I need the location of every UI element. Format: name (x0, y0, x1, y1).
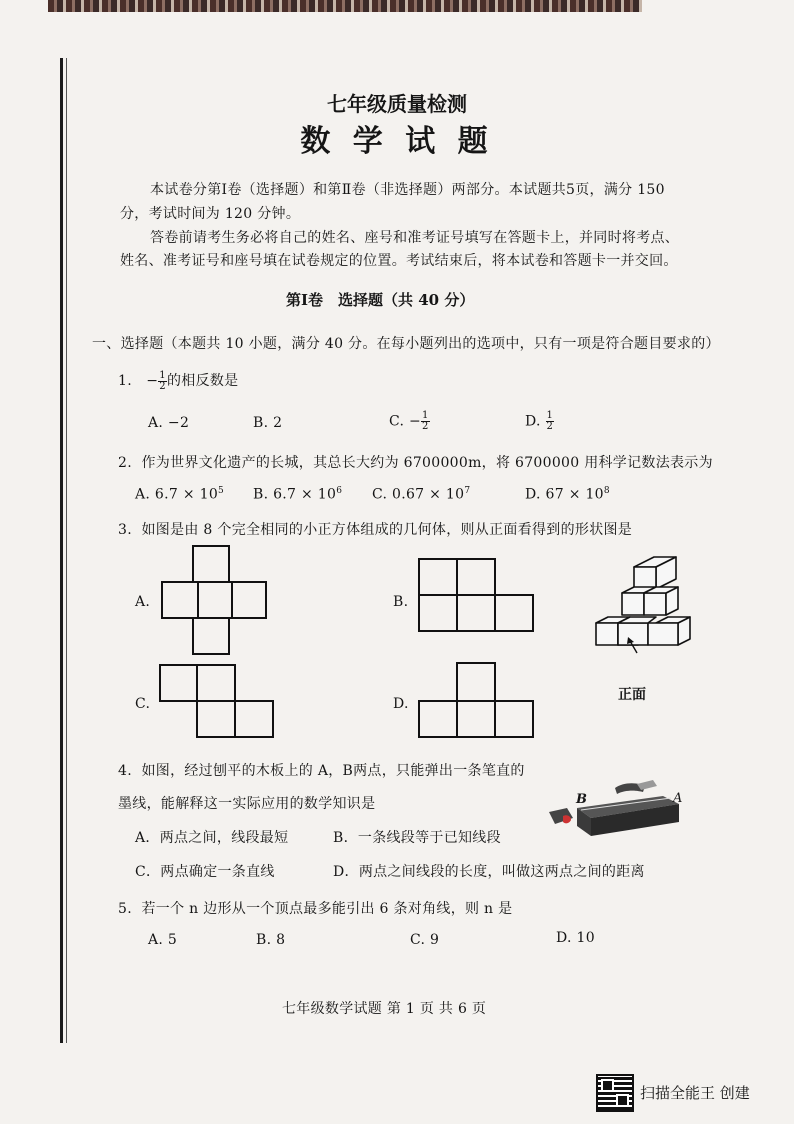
q3-option-c-label: C. (135, 696, 151, 712)
q2-option-c: C. $0.67 \times 10^7$ (372, 486, 471, 503)
q4-option-b: B．一条线段等于已知线段 (333, 830, 501, 846)
question-1-stem-prefix: − (146, 373, 159, 389)
question-1-stem-suffix: 的相反数是 (166, 373, 239, 389)
qr-code-icon (596, 1074, 634, 1112)
instructions-line-1: 本试卷分第Ⅰ卷（选择题）和第Ⅱ卷（非选择题）两部分。本试题共5页，满分 150 (150, 182, 665, 198)
page-footer: 七年级数学试题 第 1 页 共 6 页 (282, 1001, 487, 1017)
part1-title: 第Ⅰ卷 选择题（共 40 分） (286, 291, 475, 309)
question-5-number: 5. (118, 901, 132, 917)
q1-option-a: A. −2 (148, 415, 190, 431)
subject-title: 数 学 试 题 (300, 124, 494, 159)
q3-option-c-figure (158, 663, 278, 739)
q2-option-d: D. $67 \times 10^8$ (525, 486, 610, 503)
q1-option-b: B. 2 (253, 415, 283, 431)
question-4-stem-line-1: 如图，经过刨平的木板上的 A，B两点，只能弹出一条笔直的 (141, 763, 525, 779)
q3-solid-figure (590, 555, 710, 675)
question-4-number: 4. (118, 763, 132, 779)
q4-plank-figure (545, 778, 685, 840)
instructions-line-2: 分，考试时间为 120 分钟。 (120, 206, 301, 222)
instructions-line-3: 答卷前请考生务必将自己的姓名、座号和准考证号填写在答题卡上，并同时将考点、 (150, 230, 680, 246)
question-2-stem: 作为世界文化遗产的长城，其总长大约为 6700000m，将 6700000 用科学记数法表示为 (141, 455, 713, 471)
q1-option-d: D. $\frac{1}{2}$ (525, 410, 554, 432)
question-1-fraction: $\frac{1}{2}$ (159, 369, 166, 392)
question-5 (118, 898, 512, 918)
q2-option-a: A. $6.7 \times 10^5$ (135, 486, 225, 503)
q5-option-d: D. 10 (556, 930, 595, 946)
q5-option-a: A. 5 (148, 932, 178, 948)
section1-title: 一、选择题（本题共 10 小题，满分 40 分。在每小题列出的选项中，只有一项是符合题目要求的） (92, 336, 720, 352)
q2-option-b: B. $6.7 \times 10^6$ (253, 486, 343, 503)
q3-option-d-label: D. (393, 696, 409, 712)
question-3 (118, 519, 632, 539)
question-5-stem: 若一个 n 边形从一个顶点最多能引出 6 条对角线，则 n 是 (141, 901, 513, 917)
q3-option-b-figure (417, 557, 535, 633)
binding-line (60, 58, 63, 1043)
q3-option-d-figure (417, 661, 535, 739)
q1-option-c: C. − $\frac{1}{2}$ (389, 410, 429, 432)
question-3-number: 3. (118, 522, 132, 538)
q3-option-a-label: A. (135, 594, 151, 610)
question-1 (118, 370, 238, 392)
question-2-number: 2. (118, 455, 132, 471)
question-4 (118, 760, 525, 780)
grade-title: 七年级质量检测 (327, 92, 467, 116)
question-3-stem: 如图是由 8 个完全相同的小正方体组成的几何体，则从正面看得到的形状图是 (141, 522, 633, 538)
question-1-number: 1. (118, 373, 132, 389)
q4-option-a: A．两点之间，线段最短 (135, 830, 289, 846)
binding-line-inner (66, 58, 67, 1043)
scan-top-strip (48, 0, 642, 12)
q4-label-b: B (576, 792, 587, 807)
scanner-watermark: 扫描全能王 创建 (640, 1084, 750, 1102)
q5-option-b: B. 8 (256, 932, 286, 948)
q4-option-d: D．两点之间线段的长度，叫做这两点之间的距离 (333, 864, 645, 880)
q5-option-c: C. 9 (410, 932, 440, 948)
q4-label-a: A (673, 791, 683, 806)
question-2 (118, 452, 713, 472)
question-4-stem-line-2: 墨线，能解释这一实际应用的数学知识是 (118, 796, 376, 812)
front-view-label: 正面 (618, 687, 646, 703)
q4-option-c: C．两点确定一条直线 (135, 864, 275, 880)
q3-option-b-label: B. (393, 594, 409, 610)
q3-option-a-figure (160, 544, 270, 656)
instructions-line-4: 姓名、准考证号和座号填在试卷规定的位置。考试结束后，将本试卷和答题卡一并交回。 (120, 253, 678, 269)
